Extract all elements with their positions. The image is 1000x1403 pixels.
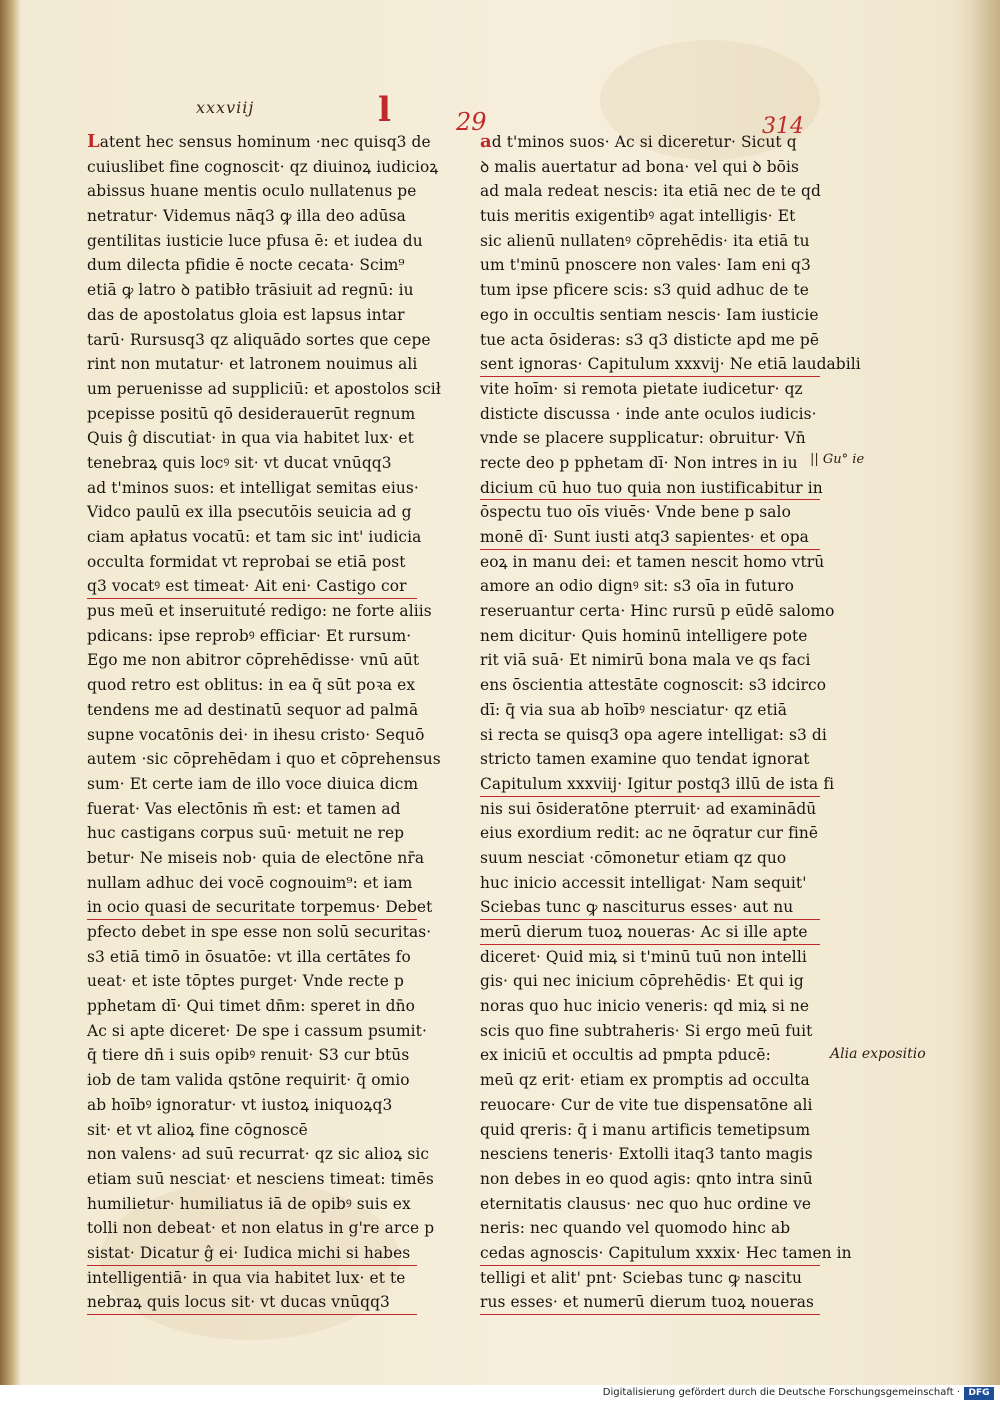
text-line: non debes in eo quod agis: qnto intra sinū [480,1169,813,1188]
text-line: sum· Et certe iam de illo voce diuica dicm [87,774,419,793]
text-line: pus meū et inseruituté redigo: ne forte aliis [87,602,432,621]
text-line: quod retro est oblitus: in ea q̄ sūt poꝛa ex [87,676,416,695]
text-line: cuiuslibet fine cognoscit· qz diuinoꝝ iudicioꝝ [87,157,439,176]
text-line: tendens me ad destinatū sequor ad palmā [87,700,419,719]
text-line: pphetam dī· Qui timet dn̄m: speret in dn̄o [87,997,415,1016]
text-line: merū dierum tuoꝝ noueras· Ac si ille apte [480,920,820,945]
text-line: humilietur· humiliatus iā de opibꝰ suis ex [87,1194,411,1213]
footer-credit: Digitalisierung gefördert durch die Deutsche Forschungsgemeinschaft · [602,1387,960,1398]
text-line: eternitatis clausus· nec quo huc ordine ve [480,1194,812,1213]
text-line: amore an odio dignꝰ sit: s3 oīa in futuro [480,577,794,596]
text-line: tum ipse pficere scis: s3 quid adhuc de te [480,281,809,300]
margin-note: || Gu° ie [810,452,865,467]
text-line: dī: q̄ via sua ab hoībꝰ nesciatur· qz etiā [480,700,788,719]
text-line: cedas agnoscis· Capitulum xxxix· Hec tamen in [480,1241,820,1266]
text-line: huc inicio accessit intelligat· Nam sequit' [480,873,807,892]
text-line: nebraꝝ quis locus sit· vt ducas vnūqq3 [87,1290,417,1315]
text-line: ex iniciū et occultis ad pmpta pducē: [480,1046,771,1065]
text-line: s3 etiā timō in ōsuatōe: vt illa certātes fo [87,947,411,966]
text-line: netratur· Videmus nāq3 ꝙ illa deo adūsa [87,207,406,226]
text-line: ad t'minos suos· Ac si diceretur· Sicut q [480,131,797,152]
text-line: Ac si apte diceret· De spe i cassum psumit· [87,1021,427,1040]
text-line: supne vocatōnis dei· in ihesu cristo· Sequō [87,725,425,744]
text-line: in ocio quasi de securitate torpemus· Debet [87,895,417,920]
text-line: Capitulum xxxviij· Igitur postq3 illū de ista fi [480,772,820,797]
text-line: ad t'minos suos: et intelligat semitas eius· [87,478,419,497]
text-line: monē dī· Sunt iusti atq3 sapientes· et opa [480,525,820,550]
text-line: etiam suū nesciat· et nesciens timeat: timēs [87,1169,434,1188]
text-line: scis quo fine subtraheris· Si ergo meū fuit [480,1021,813,1040]
text-line: sit· et vt alioꝝ fine cōgnoscē [87,1120,308,1139]
text-line: betur· Ne miseis nob· quia de electōne nr̄a [87,848,425,867]
text-line: etiā ꝙ latro ꝺ patibło trāsiuit ad regnū: iu [87,281,414,300]
text-line: vite hoīm· si remota pietate iudicetur· qz [480,379,803,398]
margin-note: Alia expositio [830,1046,926,1062]
digitization-footer [0,1385,1000,1403]
text-line: nesciens teneris· Extolli itaq3 tanto magis [480,1145,813,1164]
text-line: pcepisse positū qō desiderauerūt regnum [87,404,416,423]
text-line: pfecto debet in spe esse non solū securitas· [87,923,432,941]
text-line: iob de tam valida qstōne requirit· q̄ omio [87,1071,410,1090]
text-line: stricto tamen examine quo tendat ignorat [480,750,810,769]
left-text-column [87,130,441,1315]
text-line: neris: nec quando vel quomodo hinc ab [480,1219,791,1238]
text-line: occulta formidat vt reprobai se etiā post [87,552,406,571]
text-line: um peruenisse ad suppliciū: et apostolos scił [87,379,441,398]
text-line: dicium cū huo tuo quia non iustificabitur in [480,476,820,501]
text-line: gis· qui nec inicium cōprehēdis· Et qui ig [480,972,804,991]
text-line: eoꝝ in manu dei: et tamen nescit homo vtrū [480,552,825,571]
text-line: Latent hec sensus hominum ·nec quisq3 de [87,131,431,152]
text-line: Ego me non abitror cōprehēdisse· vnū aūt [87,651,420,670]
text-line: vnde se placere supplicatur: obruitur· Vn̄ [480,429,806,448]
text-line: quid qreris: q̄ i manu artificis temetipsum [480,1120,811,1139]
text-line: tarū· Rursusq3 qz aliquādo sortes que cepe [87,330,431,349]
folio-note: xxxviij [196,98,255,117]
text-line: autem ·sic cōprehēdam i quo et cōprehensus [87,750,441,769]
text-line: intelligentiā· in qua via habitet lux· et te [87,1268,406,1287]
text-line: recte deo p pphetam dī· Non intres in iu [480,453,798,472]
text-line: non valens· ad suū recurrat· qz sic alioꝝ sic [87,1145,430,1164]
text-line: eius exordium redit: ac ne ōqratur cur finē [480,824,819,843]
folio-number-left: 29 [456,108,487,136]
text-line: um t'minū pnoscere non vales· Iam eni q3 [480,256,811,275]
page-edge [970,0,1000,1385]
text-line: rit viā suā· Et nimirū bona mala ve qs faci [480,651,811,670]
text-line: ego in occultis sentiam nescis· Iam iusticie [480,305,819,324]
text-line: nis sui ōsideratōne pterruit· ad examinādū [480,799,817,818]
text-line: tenebraꝝ quis locꝰ sit· vt ducat vnūqq3 [87,453,392,472]
text-line: tolli non debeat· et non elatus in g're arce p [87,1219,435,1238]
text-line: tuis meritis exigentibꝰ agat intelligis· Et [480,207,796,226]
text-line: ōspectu tuo oīs viuēs· Vnde bene p salo [480,503,791,522]
text-line: suum nesciat ·cōmonetur etiam qz quo [480,848,787,867]
text-line: nullam adhuc dei vocē cognouim⁹: et iam [87,873,413,892]
text-line: q3 vocatꝰ est timeat· Ait eni· Castigo cor [87,574,417,599]
text-line: nem dicitur· Quis hominū intelligere pote [480,626,808,645]
book-binding [0,0,20,1385]
text-line: reseruantur certa· Hinc rursū p eūdē salomo [480,602,835,621]
text-line: sic alienū nullatenꝰ cōprehēdis· ita etiā tu [480,231,810,250]
text-line: diceret· Quid miꝝ si t'minū tuū non intelli [480,947,807,966]
text-line: sistat· Dicatur ĝ ei· Iudica michi si habes [87,1241,417,1266]
text-line: sent ignoras· Capitulum xxxvij· Ne etiā laudabili [480,352,820,377]
text-line: reuocare· Cur de vite tue dispensatōne ali [480,1095,813,1114]
text-line: gentilitas iusticie luce pfusa ē: et iudea du [87,231,423,250]
text-line: ab hoībꝰ ignoratur· vt iustoꝝ iniquoꝝq3 [87,1095,393,1114]
text-line: si recta se quisq3 opa agere intelligat: s3 di [480,725,827,744]
red-letter-mark: l [378,90,391,130]
dfg-logo: DFG [964,1387,994,1400]
text-line: abissus huane mentis oculo nullatenus pe [87,182,417,201]
text-line: noras quo huc inicio veneris: qd miꝝ si ne [480,997,810,1016]
text-line: Sciebas tunc ꝙ nasciturus esses· aut nu [480,895,820,920]
text-line: q̄ tiere dn̄ i suis opibꝰ renuit· S3 cur btūs [87,1046,410,1065]
text-line: disticte discussa · inde ante oculos iudicis· [480,404,817,423]
text-line: Quis ĝ discutiat· in qua via habitet lux· et [87,429,414,448]
text-line: tue acta ōsideras: s3 q3 disticte apd me pē [480,330,820,349]
text-line: pdicans: ipse reprobꝰ efficiar· Et rursum· [87,626,412,645]
text-line: ꝺ malis auertatur ad bona· vel qui ꝺ bōis [480,157,800,176]
text-line: fuerat· Vas electōnis m̄ est: et tamen ad [87,799,401,818]
text-line: Vidco paulū ex illa psecutōis seuicia ad g [87,503,412,522]
text-line: rus esses· et numerū dierum tuoꝝ noueras [480,1290,820,1315]
text-line: ueat· et iste tōptes purget· Vnde recte p [87,972,404,991]
text-line: telligi et alit' pnt· Sciebas tunc ꝙ nascitu [480,1268,802,1287]
folio-number-right: 314 [762,114,804,139]
text-line: rint non mutatur· et latronem nouimus ali [87,355,418,374]
text-line: ad mala redeat nescis: ita etiā nec de te qd [480,182,821,201]
text-line: ens ōscientia attestāte cognoscit: s3 idcirco [480,676,827,695]
text-line: ciam apłatus vocatū: et tam sic int' iudicia [87,528,422,546]
text-line: das de apostolatus gloia est lapsus intar [87,305,405,324]
text-line: dum dilecta pfidie ē nocte cecata· Scim⁹ [87,256,405,275]
text-line: huc castigans corpus suū· metuit ne rep [87,824,405,843]
text-line: meū qz erit· etiam ex promptis ad occulta [480,1071,810,1090]
